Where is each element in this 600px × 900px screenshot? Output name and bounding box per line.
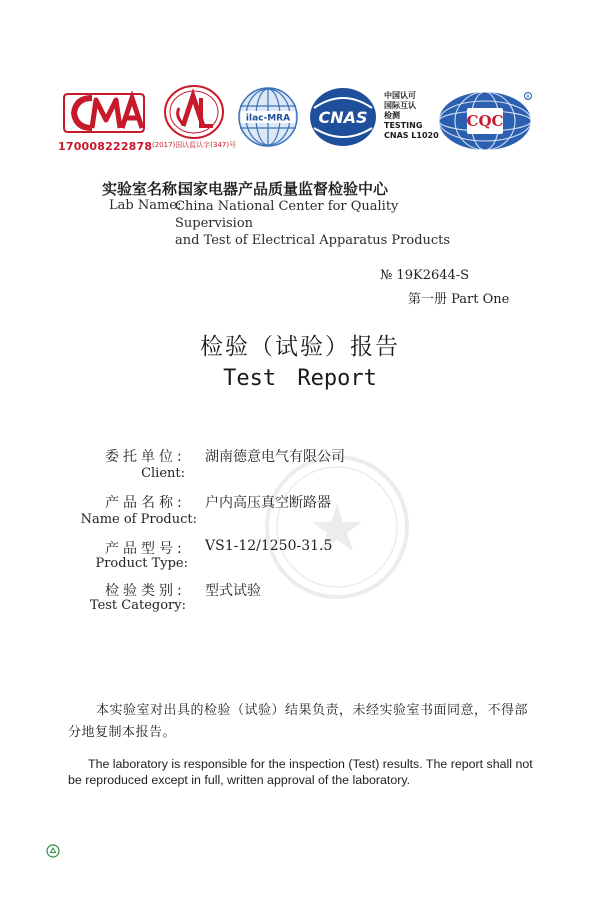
lab-name-en-line: China National Center for Quality Supervision: [175, 199, 399, 231]
cnas-accreditation-text: [384, 91, 439, 141]
cqc-logo: [437, 88, 533, 152]
svg-text:ilac-MRA: ilac-MRA: [245, 113, 291, 124]
test-category-label-en: Test Category:: [89, 598, 186, 613]
cma-logo: [62, 90, 146, 136]
product-name-label-cn: 产品名称:: [105, 495, 186, 511]
lab-name-en-value: [175, 198, 465, 249]
product-type-value: VS1-12/1250-31.5: [205, 538, 333, 554]
report-volume: 第一册 Part One: [408, 292, 510, 307]
lab-name-cn-label: 实验室名称:: [102, 180, 183, 198]
notice-cn: 本实验室对出具的检验（试验）结果负责，未经实验室书面同意，不得部分地复制本报告。: [68, 703, 529, 740]
client-label-en: Client:: [141, 466, 185, 481]
cal-logo: [163, 84, 225, 140]
report-title-en: Test Report: [223, 366, 377, 391]
lab-name-en-line: and Test of Electrical Apparatus Products: [175, 233, 451, 248]
cnas-line: CNAS L1020: [384, 131, 439, 140]
svg-text:R: R: [526, 94, 530, 101]
cnas-line: 中国认可: [384, 91, 416, 100]
report-number: № 19K2644-S: [380, 268, 470, 283]
cnas-line: 国际互认: [384, 101, 416, 110]
product-type-label-cn: 产品型号:: [105, 541, 186, 557]
lab-name-en-label: Lab Name:: [109, 198, 182, 213]
official-stamp: [262, 452, 412, 602]
test-category-value: 型式试验: [205, 583, 261, 599]
recycle-mark-icon: [46, 843, 60, 857]
cal-number: (2017)国认监认字(347)号: [152, 141, 237, 149]
product-type-label-en: Product Type:: [95, 556, 188, 571]
product-name-label-en: Name of Product:: [80, 512, 197, 527]
cnas-line: TESTING: [384, 121, 423, 130]
client-value: 湖南德意电气有限公司: [205, 449, 345, 465]
cnas-logo: [308, 86, 378, 148]
client-label-cn: 委托单位:: [105, 449, 186, 465]
svg-text:CNAS: CNAS: [318, 108, 368, 127]
notice-en: The laboratory is responsible for the inspection (Test) results. The report shall not be reproduced except in full, written approval of the laboratory.: [68, 757, 533, 787]
report-title-cn: 检验（试验）报告: [200, 334, 400, 360]
cma-number: 170008222878: [58, 140, 153, 153]
product-name-value: 户内高压真空断路器: [205, 495, 331, 511]
cnas-line: 检测: [384, 111, 400, 120]
test-category-label-cn: 检验类别:: [105, 583, 186, 599]
lab-name-cn-value: 国家电器产品质量监督检验中心: [178, 180, 389, 198]
ilac-mra-logo: [237, 86, 299, 148]
svg-text:CQC: CQC: [466, 112, 504, 130]
